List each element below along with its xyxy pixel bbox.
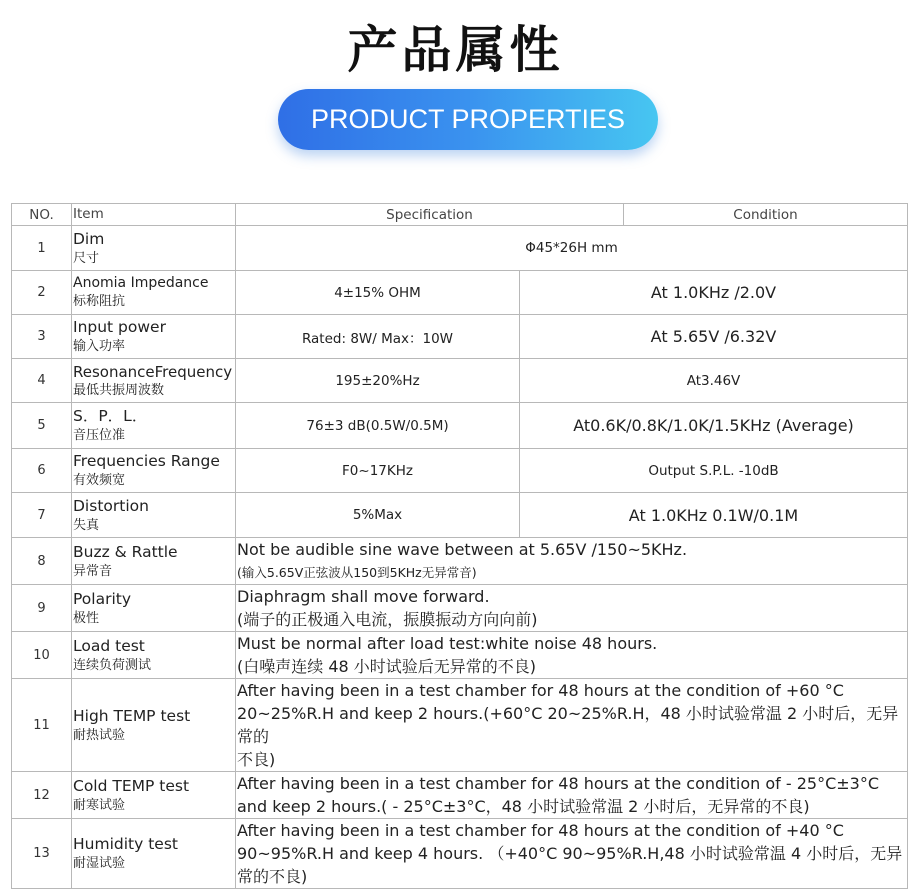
condition-cell: At0.6K/0.8K/1.0K/1.5KHz (Average) — [520, 403, 908, 449]
item-cn: 音压位准 — [73, 428, 126, 444]
header-condition: Condition — [624, 204, 908, 226]
item-cn: 异常音 — [73, 563, 113, 579]
table-row — [12, 493, 908, 538]
row-no: 4 — [12, 359, 72, 403]
spec-line: Must be normal after load test:white noise 48 hours. — [237, 634, 658, 653]
table-header-row — [12, 204, 908, 226]
condition-cell: At 1.0KHz /2.0V — [520, 271, 908, 315]
table-row — [12, 271, 908, 315]
item-cell — [72, 271, 236, 315]
spec-line: After having been in a test chamber for 48 hours at the condition of +40 °C — [237, 821, 844, 840]
item-en: ResonanceFrequency — [73, 362, 233, 381]
item-en: Dim — [73, 229, 105, 248]
item-cn: 连续负荷测试 — [73, 657, 152, 673]
item-cn: 最低共振周波数 — [73, 382, 165, 398]
spec-cell — [236, 585, 908, 632]
spec-cell: 5%Max — [236, 493, 520, 538]
spec-line: 90~95%R.H and keep 4 hours. （+40°C 90~95%R.H,48 小时试验常温 4 小时后，无异 — [237, 844, 903, 863]
table-row — [12, 226, 908, 271]
spec-line: (白噪声连续 48 小时试验后无异常的不良) — [237, 657, 537, 676]
spec-line: Diaphragm shall move forward. — [237, 587, 490, 606]
item-cn: 输入功率 — [73, 339, 126, 355]
table-row — [12, 772, 908, 819]
spec-line: After having been in a test chamber for 48 hours at the condition of +60 °C — [237, 681, 844, 700]
item-cell — [72, 585, 236, 632]
item-cell — [72, 359, 236, 403]
properties-table — [11, 203, 908, 889]
item-cell — [72, 403, 236, 449]
section-banner: PRODUCT PROPERTIES — [278, 89, 658, 150]
item-cell — [72, 449, 236, 493]
item-en: Frequencies Range — [73, 452, 220, 471]
item-en: Input power — [73, 318, 166, 337]
table-row — [12, 538, 908, 585]
item-cell — [72, 226, 236, 271]
condition-cell: Output S.P.L. -10dB — [520, 449, 908, 493]
item-en: Polarity — [73, 589, 132, 608]
item-en: High TEMP test — [73, 706, 191, 725]
table-row — [12, 632, 908, 679]
table-row — [12, 403, 908, 449]
item-cell — [72, 819, 236, 889]
table-row — [12, 585, 908, 632]
item-cn: 耐湿试验 — [73, 856, 126, 872]
spec-cell: 195±20%Hz — [236, 359, 520, 403]
item-cn: 耐热试验 — [73, 727, 126, 743]
item-cn: 有效频宽 — [73, 473, 126, 489]
table-row — [12, 315, 908, 359]
condition-cell: At 1.0KHz 0.1W/0.1M — [520, 493, 908, 538]
row-no: 1 — [12, 226, 72, 271]
row-no: 9 — [12, 585, 72, 632]
header-spec: Specification — [236, 204, 624, 226]
item-cn: 失真 — [73, 517, 100, 533]
row-no: 7 — [12, 493, 72, 538]
spec-cell — [236, 772, 908, 819]
item-en: S．P．L． — [73, 407, 148, 426]
item-cn: 极性 — [73, 610, 100, 626]
spec-line: (端子的正极通入电流，振膜振动方向向前) — [237, 610, 538, 629]
spec-line: 常的不良) — [237, 867, 308, 886]
spec-cell: Rated: 8W/ Max：10W — [236, 315, 520, 359]
spec-line: and keep 2 hours.( - 25°C±3°C，48 小时试验常温 2 小时后，无异常的不良) — [237, 797, 810, 816]
page-title: 产品属性 — [347, 21, 564, 79]
table-row — [12, 359, 908, 403]
condition-cell: At 5.65V /6.32V — [520, 315, 908, 359]
row-no: 5 — [12, 403, 72, 449]
table-row — [12, 449, 908, 493]
row-no: 8 — [12, 538, 72, 585]
spec-cell — [236, 632, 908, 679]
item-en: Anomia Impedance — [73, 275, 209, 292]
spec-line: 不良) — [237, 750, 276, 769]
spec-cell — [236, 679, 908, 772]
item-cn: 标称阻抗 — [73, 294, 126, 310]
item-cell — [72, 538, 236, 585]
spec-line: After having been in a test chamber for 48 hours at the condition of - 25°C±3°C — [237, 774, 880, 793]
item-en: Buzz & Rattle — [73, 542, 178, 561]
item-en: Cold TEMP test — [73, 776, 190, 795]
item-cell — [72, 772, 236, 819]
row-no: 13 — [12, 819, 72, 889]
row-no: 11 — [12, 679, 72, 772]
table-row — [12, 679, 908, 772]
spec-cell: 76±3 dB(0.5W/0.5M) — [236, 403, 520, 449]
spec-line: Not be audible sine wave between at 5.65V /150~5KHz. — [237, 540, 688, 559]
row-no: 10 — [12, 632, 72, 679]
item-cn: 尺寸 — [73, 250, 100, 266]
row-no: 12 — [12, 772, 72, 819]
item-en: Load test — [73, 636, 145, 655]
spec-cell: F0~17KHz — [236, 449, 520, 493]
item-cell — [72, 632, 236, 679]
spec-cell: 4±15% OHM — [236, 271, 520, 315]
item-en: Distortion — [73, 496, 149, 515]
item-cn: 耐寒试验 — [73, 797, 126, 813]
item-cell — [72, 679, 236, 772]
row-no: 2 — [12, 271, 72, 315]
spec-line: 20~25%R.H and keep 2 hours.(+60°C 20~25%R.H，48 小时试验常温 2 小时后，无异常的 — [237, 704, 899, 746]
table-row — [12, 819, 908, 889]
spec-cell: Φ45*26H mm — [236, 226, 908, 271]
item-cell — [72, 315, 236, 359]
condition-cell: At3.46V — [520, 359, 908, 403]
header-item: Item — [72, 204, 236, 226]
spec-cell — [236, 538, 908, 585]
header-no: NO. — [12, 204, 72, 226]
item-cell — [72, 493, 236, 538]
row-no: 3 — [12, 315, 72, 359]
row-no: 6 — [12, 449, 72, 493]
spec-line: (输入5.65V正弦波从150到5KHz无异常音) — [237, 565, 477, 580]
item-en: Humidity test — [73, 835, 178, 854]
spec-cell — [236, 819, 908, 889]
